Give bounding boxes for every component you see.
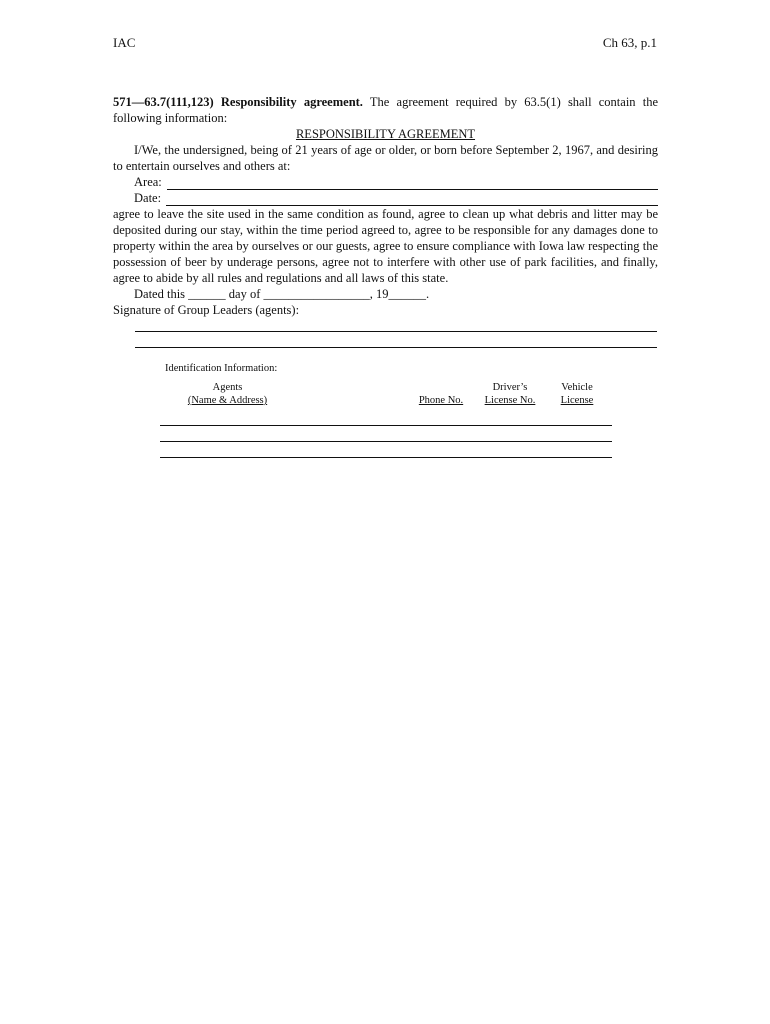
agents-header-line1: Agents [212, 382, 243, 393]
identification-line-2[interactable] [160, 441, 612, 442]
rule-title: Responsibility agreement. [220, 95, 363, 109]
signature-line-2[interactable] [135, 347, 657, 348]
document-body [113, 94, 658, 318]
phone-column-header [410, 394, 472, 407]
agents-column-header [170, 381, 285, 407]
area-blank-line[interactable] [167, 177, 658, 190]
area-label: Area: [134, 175, 162, 189]
date-label: Date: [134, 191, 162, 205]
signature-label: Signature of Group Leaders (agents): [113, 303, 300, 317]
agreement-opening: I/We, the undersigned, being of 21 years of age or older, or born before September 2, 1967, and desiring to entertain ourselves and others at: [113, 143, 658, 173]
vehicle-license-column-header [550, 381, 604, 407]
identification-line-3[interactable] [160, 457, 612, 458]
vehicle-header-line1: Vehicle [561, 382, 593, 393]
identification-label: Identification Information: [165, 363, 278, 374]
rule-intro-paragraph [113, 94, 658, 126]
area-field-row [134, 174, 658, 190]
rule-intro-text: The agreement required by 63.5(1) shall contain the following information: [113, 95, 658, 125]
dated-line: Dated this ______ day of _________________, 19______. [134, 287, 430, 301]
drivers-header-line1: Driver’s [492, 382, 528, 393]
signature-line-1[interactable] [135, 331, 657, 332]
drivers-header-line2: License No. [484, 395, 536, 406]
header-chapter-page: Ch 63, p.1 [602, 35, 657, 50]
vehicle-header-line2: License [560, 395, 594, 406]
agreement-body: agree to leave the site used in the same condition as found, agree to clean up what debris and litter may be deposited during our stay, within the time period agreed to, agree to be responsible for any damages done to property within the area by ourselves or our guests, agree to ensure compliance with Iowa law respecting the possession of beer by underage persons, agree not to interfere with other use of park facilities, and finally, agree to abide by all rules and regulations and all laws of this state. [113, 207, 658, 285]
drivers-license-column-header [478, 381, 542, 407]
header-source: IAC [113, 35, 136, 50]
date-blank-line[interactable] [166, 193, 658, 206]
agents-header-line2: (Name & Address) [187, 395, 268, 406]
agreement-heading: RESPONSIBILITY AGREEMENT [295, 127, 476, 141]
date-field-row [134, 190, 658, 206]
rule-number: 571—63.7(111,123) [113, 95, 214, 109]
identification-line-1[interactable] [160, 425, 612, 426]
phone-header: Phone No. [418, 395, 464, 406]
